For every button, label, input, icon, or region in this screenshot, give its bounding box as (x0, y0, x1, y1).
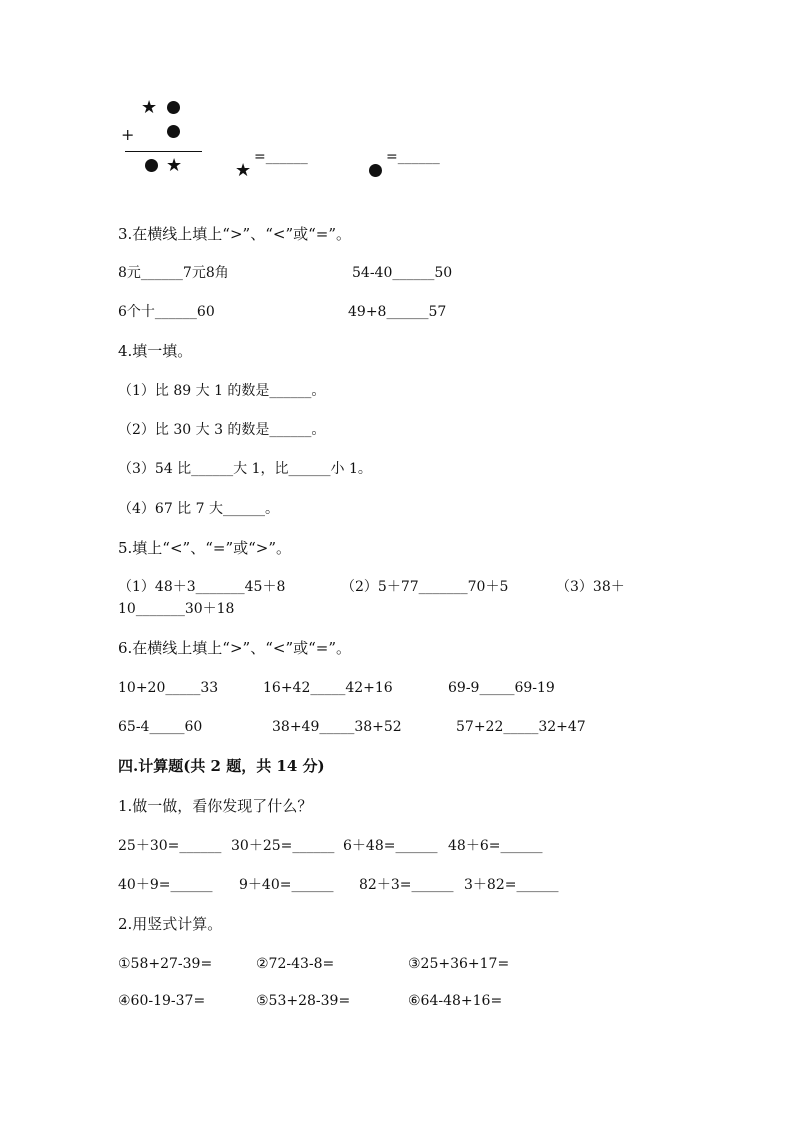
q5-item: （2）5＋77_______70＋5 (341, 579, 509, 595)
c2-item: ②72-43-8= (256, 956, 335, 972)
c1-item: 6＋48=______ (343, 838, 438, 854)
q6-item: 69-9_____69-19 (448, 680, 555, 696)
star-icon: ★ (141, 97, 158, 118)
dot-icon (167, 125, 180, 138)
q4-item: （2）比 30 大 3 的数是______。 (118, 422, 326, 438)
c2-item: ⑥64-48+16= (408, 993, 503, 1009)
q6-title: 6.在横线上填上“>”、“<”或“=”。 (118, 639, 352, 657)
c1-item: 48＋6=______ (448, 838, 543, 854)
q3-item: 54-40______50 (352, 265, 453, 281)
q6-item: 57+22_____32+47 (456, 719, 586, 735)
q3-item: 49+8______57 (348, 304, 447, 320)
c2-item: ⑤53+28-39= (256, 993, 351, 1009)
q5-item: （1）48＋3_______45＋8 (118, 579, 286, 595)
star-answer-blank: =______ (254, 149, 308, 165)
dot-icon (167, 101, 180, 114)
q6-item: 16+42_____42+16 (263, 680, 393, 696)
q6-item: 38+49_____38+52 (272, 719, 402, 735)
q4-item: （4）67 比 7 大______。 (118, 501, 279, 517)
c1-item: 25＋30=______ (118, 838, 222, 854)
q5-title: 5.填上“<”、“=”或“>”。 (118, 539, 292, 557)
q6-item: 10+20_____33 (118, 680, 219, 696)
q4-item: （1）比 89 大 1 的数是______。 (118, 383, 326, 399)
star-icon: ★ (166, 155, 183, 176)
c2-item: ④60-19-37= (118, 993, 206, 1009)
q3-title: 3.在横线上填上“>”、“<”或“=”。 (118, 225, 352, 243)
dot-icon (145, 159, 158, 172)
q3-item: 6个十______60 (118, 304, 215, 320)
c1-item: 3＋82=______ (464, 877, 559, 893)
q3-item: 8元______7元8角 (118, 265, 229, 281)
c2-item: ③25+36+17= (408, 956, 510, 972)
q4-title: 4.填一填。 (118, 342, 193, 360)
c2-item: ①58+27-39= (118, 956, 213, 972)
c1-item: 82＋3=______ (359, 877, 454, 893)
plus-sign: + (121, 125, 135, 144)
q6-item: 65-4_____60 (118, 719, 203, 735)
q4-item: （3）54 比______大 1，比______小 1。 (118, 461, 372, 477)
dot-answer-blank: =______ (386, 149, 440, 165)
c1-item: 40＋9=______ (118, 877, 213, 893)
section-title: 四.计算题(共 2 题，共 14 分) (118, 757, 325, 775)
c1-item: 30＋25=______ (231, 838, 335, 854)
q5-item: （3）38＋ (556, 579, 625, 595)
c2-title: 2.用竖式计算。 (118, 915, 223, 933)
c1-title: 1.做一做，看你发现了什么？ (118, 797, 313, 815)
q5-item-wrap: 10_______30＋18 (118, 601, 235, 617)
sum-line (125, 151, 202, 152)
c1-item: 9＋40=______ (239, 877, 334, 893)
star-icon: ★ (235, 160, 252, 181)
dot-icon (369, 164, 382, 177)
